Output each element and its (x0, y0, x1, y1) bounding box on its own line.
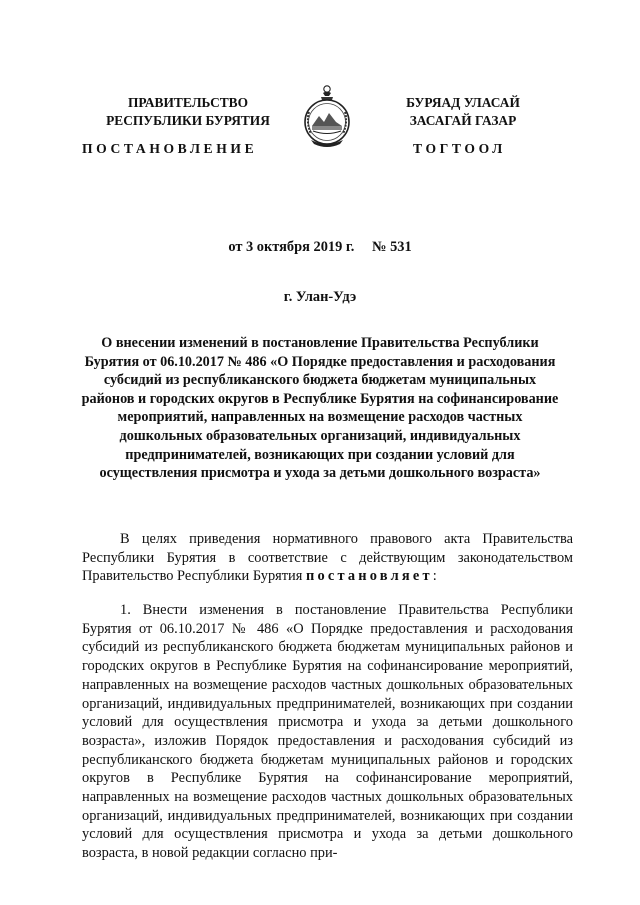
document-dateline (0, 239, 640, 256)
document-title: О внесении изменений в постановление Правительства Республики Бурятия от 06.10.2017 № 486 «О Порядке предоставления и расходования субсидий из республиканского бюджета бюджетам муниципальных районов и городских округов в Республике Бурятия на софинансирование мероприятий, направленных на возмещение расходов частных дошкольных образовательных организаций, индивидуальных предпринимателей, возникающих при создании условий для осуществления присмотра и ухода за детьми дошкольного возраста» (81, 335, 559, 482)
coat-of-arms-icon (299, 82, 355, 150)
document-city: г. Улан-Удэ (283, 289, 357, 305)
preamble-text: В целях приведения нормативного правового акта Правительства Республики Бурятия в соответствие с действующим законодательством Правительство Республики Бурятия (82, 531, 573, 585)
document-number: № 531 (372, 239, 412, 255)
government-name-buryat (388, 94, 538, 130)
government-name-buryat-line2: ЗАСАГАЙ ГАЗАР (409, 113, 517, 128)
document-date: от 3 октября 2019 г. (228, 239, 355, 255)
government-name-buryat-line1: БУРЯАД УЛАСАЙ (406, 95, 520, 110)
document-type-buryat: ТОГТООЛ (413, 141, 506, 156)
body-paragraph-preamble (82, 530, 573, 586)
government-name-line2: РЕСПУБЛИКИ БУРЯТИЯ (106, 113, 270, 128)
preamble-resolves: постановляет (305, 568, 433, 585)
body-paragraph-item-1: 1. Внести изменения в постановление Правительства Республики Бурятия от 06.10.2017 № 486 «О Порядке предоставления и расходования субсидий из республиканского бюджета бюджетам муниципальных районов и городских округов в Республике Бурятия на софинансирование мероприятий, направленных на возмещение расходов частных дошкольных образовательных организаций, индивидуальных предпринимателей, возникающих при создании условий для осуществления присмотра и ухода за детьми дошкольного возраста», изложив Порядок предоставления и расходования субсидий из республиканского бюджета бюджетам муниципальных районов и городских округов в Республике Бурятия на софинансирование мероприятий, направленных на возмещение расходов частных дошкольных образовательных организаций, индивидуальных предпринимателей, возникающих при создании условий для осуществления присмотра и ухода за детьми дошкольного возраста, в новой редакции согласно при- (82, 602, 573, 862)
government-name-line1: ПРАВИТЕЛЬСТВО (127, 95, 249, 110)
document-type-russian: ПОСТАНОВЛЕНИЕ (82, 141, 258, 156)
preamble-colon: : (432, 568, 437, 585)
government-name-russian (103, 94, 273, 130)
